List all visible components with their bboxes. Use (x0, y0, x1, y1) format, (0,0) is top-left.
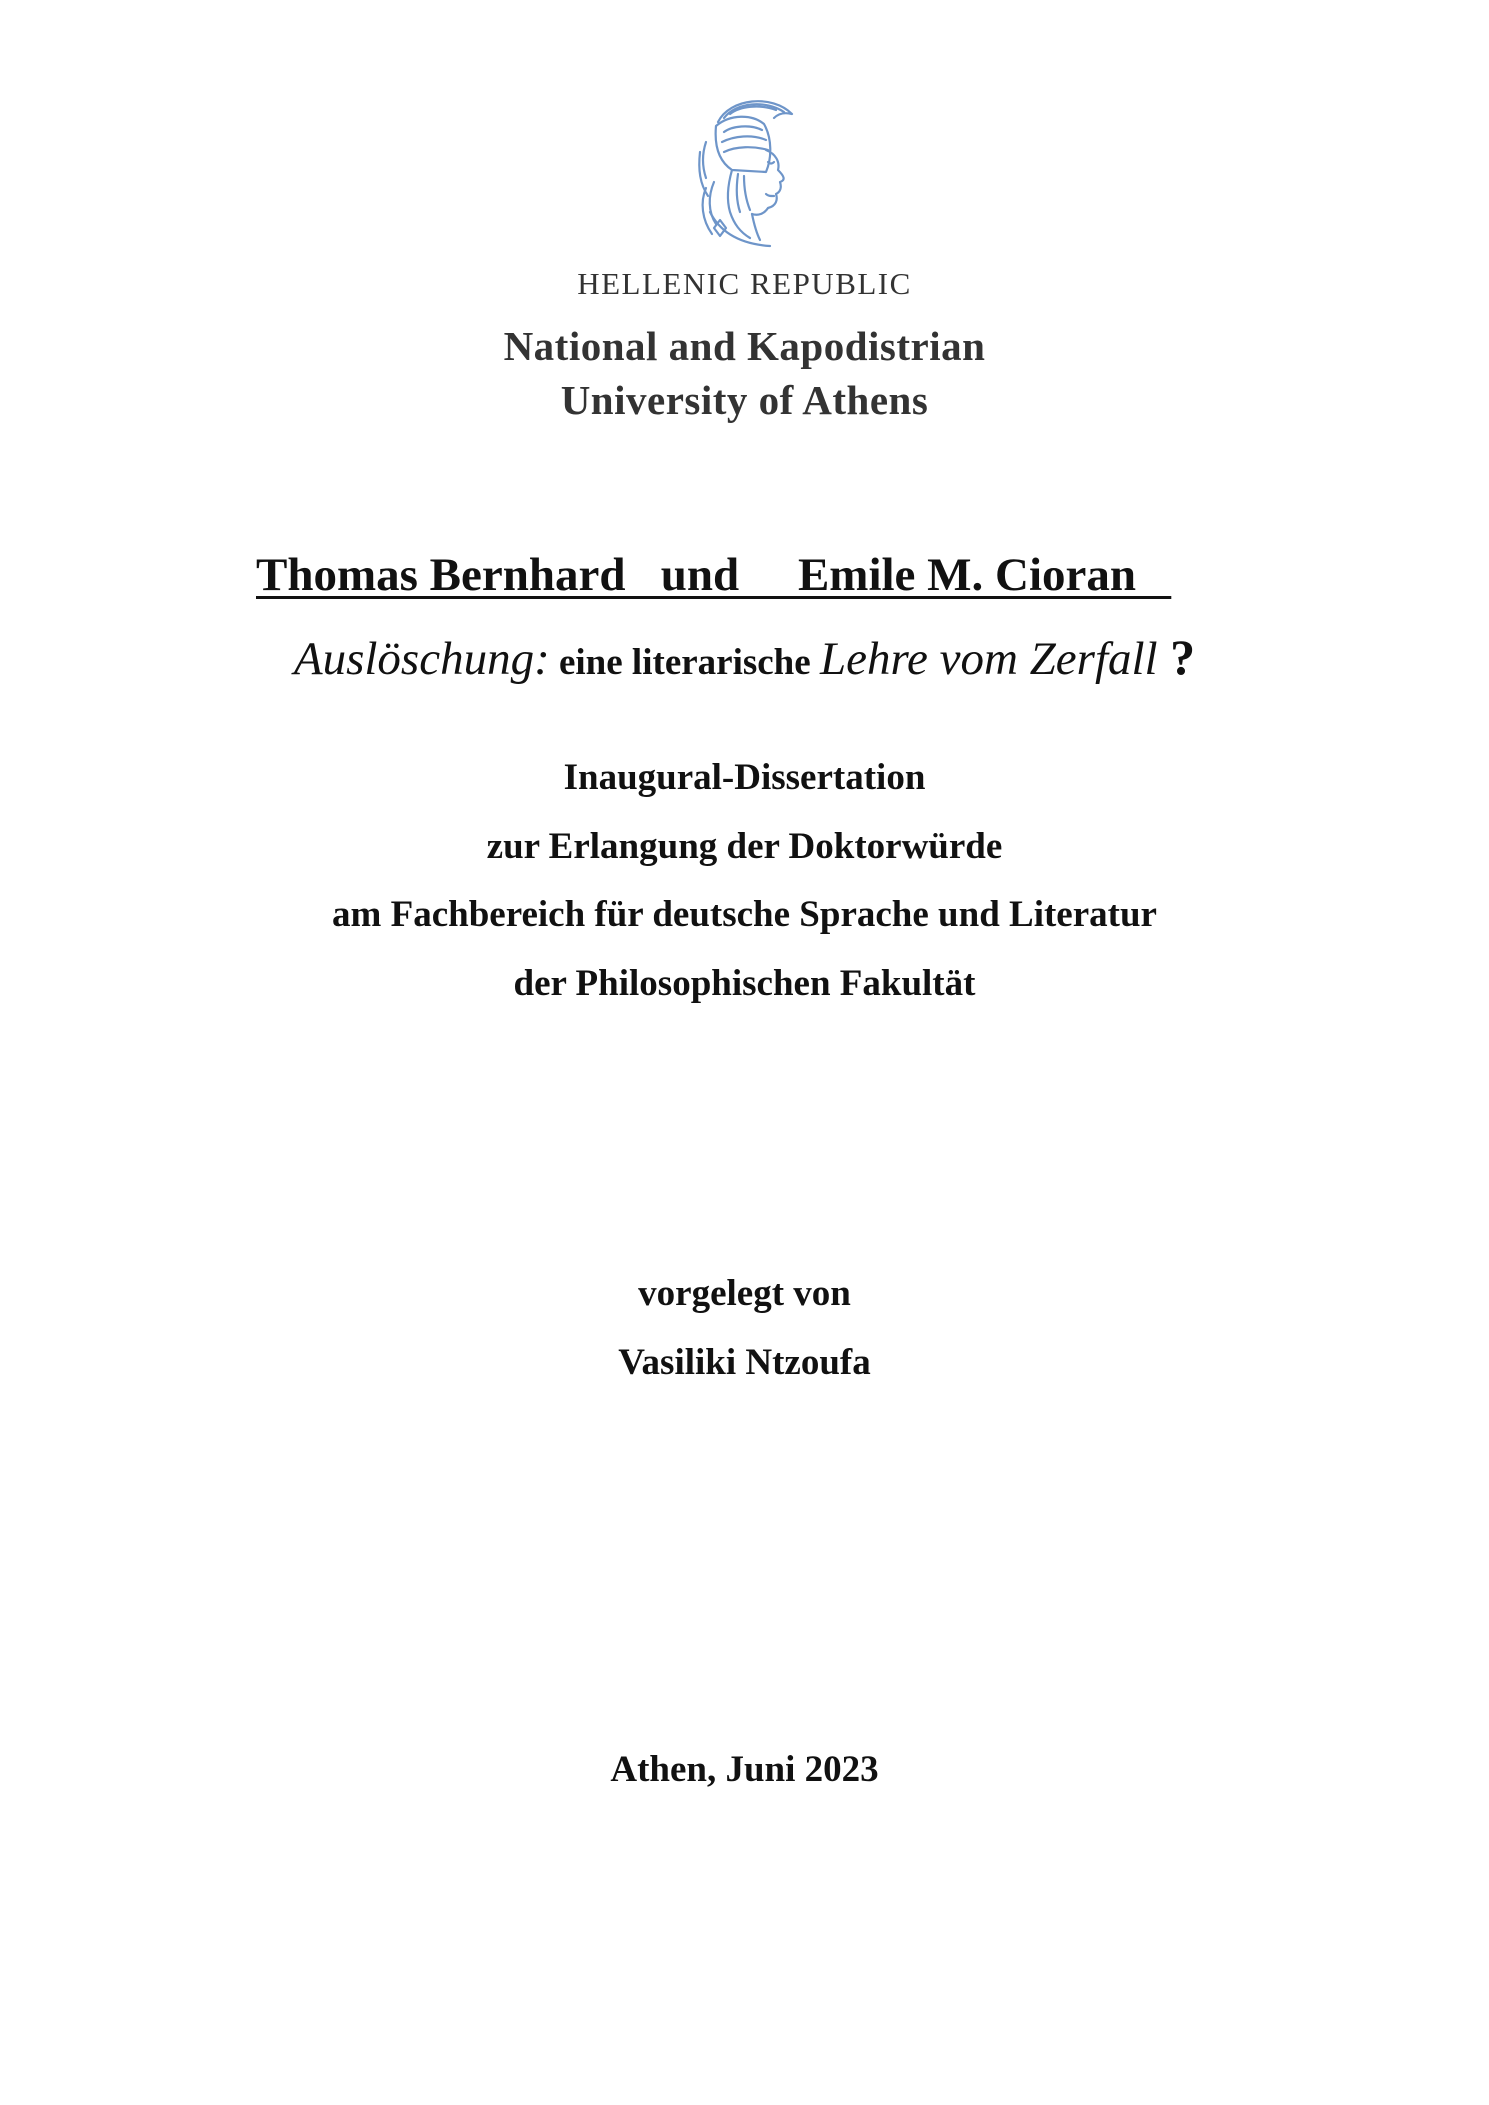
athena-helmet-seal-icon (680, 92, 810, 252)
dissertation-department: am Fachbereich für deutsche Sprache und Literatur (332, 894, 1157, 935)
place-and-date: Athen, Juni 2023 (610, 1749, 879, 1790)
dissertation-faculty: der Philosophischen Fakultät (513, 963, 976, 1004)
hellenic-republic-label: HELLENIC REPUBLIC (577, 266, 912, 301)
subtitle-question-mark: ? (1157, 629, 1196, 685)
subtitle-work-title: Auslöschung: (293, 633, 550, 685)
dissertation-purpose: zur Erlangung der Doktorwürde (486, 826, 1003, 867)
subtitle-reference-title: Lehre vom Zerfall (819, 633, 1158, 685)
author-name: Vasiliki Ntzoufa (618, 1342, 871, 1383)
dissertation-type: Inaugural-Dissertation (563, 757, 926, 798)
thesis-title: Thomas Bernhard und Emile M. Cioran (256, 549, 1172, 601)
university-name-line2: University of Athens (560, 377, 929, 423)
university-name-line1: National and Kapodistrian (503, 323, 986, 369)
thesis-subtitle (0, 628, 1489, 686)
presented-by-label: vorgelegt von (638, 1273, 851, 1314)
subtitle-connector: eine literarische (549, 642, 820, 683)
